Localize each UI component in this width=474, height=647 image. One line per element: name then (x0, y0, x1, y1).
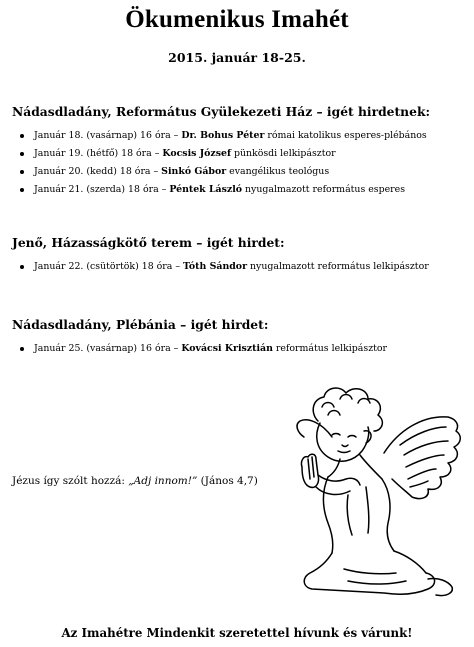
bible-quote (12, 475, 258, 487)
section-plebania (12, 317, 467, 358)
schedule-item (12, 127, 467, 145)
section-heading: Jenő, Házasságkötő terem – igét hirdet: (12, 235, 285, 250)
preacher-role: pünkösdi lelkipásztor (230, 148, 336, 159)
quote-text: „Adj innom!” (128, 475, 198, 487)
schedule-list (12, 340, 467, 358)
section-reformatus-gyulekezeti-haz (12, 104, 467, 199)
preacher-name: Sinkó Gábor (161, 166, 227, 177)
schedule-item (12, 163, 467, 181)
item-date: Január 21. (szerda) 18 óra – (34, 184, 170, 195)
preacher-name: Kovácsi Krisztián (181, 343, 273, 354)
schedule-item (12, 340, 467, 358)
event-dates: 2015. január 18-25. (168, 50, 306, 65)
item-date: Január 20. (kedd) 18 óra – (34, 166, 162, 177)
schedule-item (12, 145, 467, 163)
item-date: Január 18. (vasárnap) 16 óra – (34, 130, 182, 141)
item-date: Január 22. (csütörtök) 18 óra – (34, 261, 184, 272)
quote-lead: Jézus így szólt hozzá: (12, 475, 129, 487)
preacher-role: evangélikus teológus (226, 166, 330, 177)
schedule-item (12, 181, 467, 199)
preacher-role: nyugalmazott református esperes (242, 184, 405, 195)
preacher-name: Kocsis József (162, 148, 231, 159)
quote-reference: (János 4,7) (197, 475, 258, 487)
preacher-role: római katolikus esperes-plébános (264, 130, 427, 141)
section-jeno-hazassagkoto-terem (12, 235, 467, 276)
section-heading: Nádasdladány, Református Gyülekezeti Ház – igét hirdetnek: (12, 104, 431, 119)
preacher-role: nyugalmazott református lelkipásztor (247, 261, 429, 272)
schedule-list (12, 258, 467, 276)
preacher-name: Tóth Sándor (183, 261, 248, 272)
invitation-footer: Az Imahétre Mindenkit szeretettel hívunk és várunk! (61, 626, 413, 640)
section-heading: Nádasdladány, Plébánia – igét hirdet: (12, 317, 269, 332)
schedule-item (12, 258, 467, 276)
preacher-name: Dr. Bohus Péter (181, 130, 265, 141)
preacher-role: református lelkipásztor (272, 343, 388, 354)
praying-angel-icon (288, 383, 466, 605)
preacher-name: Péntek László (169, 184, 243, 195)
page-title: Ökumenikus Imahét (125, 6, 349, 33)
item-date: Január 19. (hétfő) 18 óra – (34, 148, 163, 159)
schedule-list (12, 127, 467, 199)
item-date: Január 25. (vasárnap) 16 óra – (34, 343, 182, 354)
